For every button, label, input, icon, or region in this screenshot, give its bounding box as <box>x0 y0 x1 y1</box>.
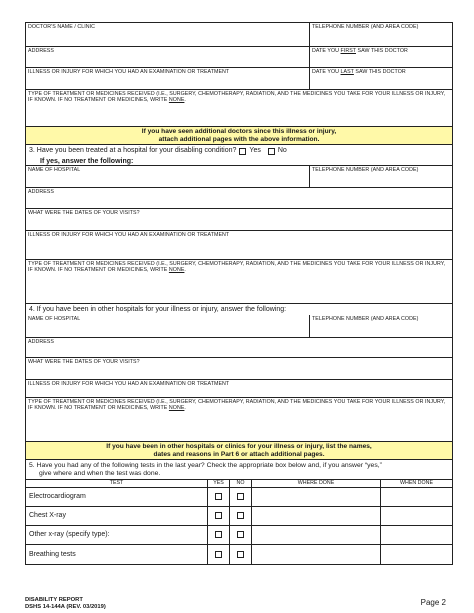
hospital1-illness-label: ILLNESS OR INJURY FOR WHICH YOU HAD AN EXAMINATION OR TREATMENT <box>28 232 230 239</box>
when-done-field[interactable] <box>380 526 452 544</box>
other-xray-yes-checkbox[interactable] <box>215 531 222 538</box>
electrocardiogram-no-checkbox[interactable] <box>237 493 244 500</box>
q3-no-label: No <box>277 147 287 155</box>
hospital2-phone-field[interactable] <box>309 315 452 337</box>
question-5-line2: give where and when the test was done. <box>39 469 161 477</box>
doctor-treatment-row <box>26 90 452 127</box>
test-name: Electrocardiogram <box>29 493 86 501</box>
test-yes-cell <box>207 507 229 525</box>
hospital1-name-field[interactable] <box>26 166 309 187</box>
doctor-phone-label: TELEPHONE NUMBER (AND AREA CODE) <box>312 24 419 30</box>
doctor-last-saw-field[interactable] <box>309 68 452 89</box>
first-saw-label-underlined: FIRST <box>340 48 356 54</box>
footer-form-title: DISABILITY REPORT <box>25 597 83 603</box>
hospital2-dates-label: WHAT WERE THE DATES OF YOUR VISITS? <box>28 359 140 366</box>
breathing-tests-no-checkbox[interactable] <box>237 551 244 558</box>
test-no-cell <box>229 545 251 564</box>
test-name: Breathing tests <box>29 550 76 558</box>
hospital2-name-row <box>26 315 452 338</box>
where-done-field[interactable] <box>251 545 380 564</box>
tests-table <box>26 479 452 564</box>
hospital2-treatment-label: TYPE OF TREATMENT OR MEDICINES RECEIVED (I.E., SURGERY, CHEMOTHERAPY, RADIATION, AND THE MEDICINES YOU TAKE FOR YOUR ILLNESS OR INJURY, IF KNOWN. IF NO TREATMENT OR MEDICINES, WRITE <box>28 399 446 412</box>
table-row <box>26 507 452 526</box>
banner1-line1: If you have seen additional doctors since this illness or injury, <box>141 128 337 135</box>
question-5-line1: 5. Have you had any of the following tests in the last year? Check the appropriate box below and, if you answer “yes,” <box>29 462 382 470</box>
table-row <box>26 526 452 545</box>
doctor-treatment-none: NONE <box>168 97 185 104</box>
when-done-field[interactable] <box>380 507 452 525</box>
test-no-cell <box>229 507 251 525</box>
form-footer <box>25 597 106 610</box>
question-3-text: 3. Have you been treated at a hospital for your disabling condition? <box>29 147 237 155</box>
where-done-field[interactable] <box>251 507 380 525</box>
hospital2-phone-label: TELEPHONE NUMBER (AND AREA CODE) <box>312 316 419 323</box>
first-saw-label-pre: DATE YOU <box>312 48 341 54</box>
where-done-field[interactable] <box>251 526 380 544</box>
first-saw-label-post: SAW THIS DOCTOR <box>355 48 408 54</box>
doctor-address-field[interactable] <box>26 47 309 67</box>
doctor-illness-row <box>26 68 452 90</box>
doctor-treatment-period: . <box>184 97 186 104</box>
other-xray-no-checkbox[interactable] <box>237 531 244 538</box>
electrocardiogram-yes-checkbox[interactable] <box>215 493 222 500</box>
breathing-tests-yes-checkbox[interactable] <box>215 551 222 558</box>
question-4-text: 4. If you have been in other hospitals for your illness or injury, answer the following: <box>29 305 287 313</box>
test-yes-cell <box>207 488 229 506</box>
test-yes-cell <box>207 545 229 564</box>
hospital1-phone-label: TELEPHONE NUMBER (AND AREA CODE) <box>312 167 419 174</box>
hospital1-address-label: ADDRESS <box>28 189 54 196</box>
doctor-treatment-field[interactable] <box>26 90 452 126</box>
hospital1-phone-field[interactable] <box>309 166 452 187</box>
last-saw-label-post: SAW THIS DOCTOR <box>353 69 406 75</box>
header-when-done: WHEN DONE <box>380 480 452 487</box>
hospital1-treatment-period: . <box>184 267 186 274</box>
doctor-first-saw-field[interactable] <box>309 47 452 67</box>
where-done-field[interactable] <box>251 488 380 506</box>
table-row <box>26 488 452 507</box>
hospital1-treatment-none: NONE <box>168 267 185 274</box>
banner2-line2: dates and reasons in Part 6 or attach additional pages. <box>153 450 325 458</box>
additional-doctors-banner <box>26 127 452 145</box>
hospital2-dates-field[interactable] <box>26 358 452 379</box>
header-where-done: WHERE DONE <box>251 480 380 487</box>
q3-subhead: If yes, answer the following: <box>40 158 134 166</box>
hospital2-illness-label: ILLNESS OR INJURY FOR WHICH YOU HAD AN EXAMINATION OR TREATMENT <box>28 381 230 388</box>
hospital1-treatment-field[interactable] <box>26 260 452 303</box>
other-hospitals-banner <box>26 442 452 460</box>
when-done-field[interactable] <box>380 488 452 506</box>
test-no-cell <box>229 526 251 544</box>
test-name: Other x-ray (specify type): <box>29 531 110 539</box>
when-done-field[interactable] <box>380 545 452 564</box>
hospital1-address-row <box>26 188 452 209</box>
doctor-name-label: DOCTOR'S NAME / CLINIC <box>28 24 96 30</box>
doctor-phone-field[interactable] <box>309 23 452 46</box>
hospital2-address-label: ADDRESS <box>28 339 54 346</box>
question-5 <box>26 460 452 478</box>
hospital2-name-field[interactable] <box>26 315 309 337</box>
hospital1-illness-field[interactable] <box>26 231 452 259</box>
q3-yes-checkbox[interactable] <box>239 148 246 155</box>
last-saw-label-pre: DATE YOU <box>312 69 341 75</box>
header-test: TEST <box>109 480 124 487</box>
hospital1-name-label: NAME OF HOSPITAL <box>28 167 81 174</box>
hospital1-dates-field[interactable] <box>26 209 452 230</box>
hospital1-address-field[interactable] <box>26 188 452 208</box>
test-no-cell <box>229 488 251 506</box>
hospital2-address-field[interactable] <box>26 338 452 357</box>
disability-report-form <box>25 22 453 565</box>
hospital1-treatment-row <box>26 260 452 304</box>
doctor-name-field[interactable] <box>26 23 309 46</box>
header-no: NO <box>229 480 251 487</box>
question-4 <box>26 304 452 315</box>
doctor-illness-field[interactable] <box>26 68 309 89</box>
tests-table-header <box>26 480 452 488</box>
q3-yes-label: Yes <box>249 147 261 155</box>
hospital2-treatment-row <box>26 398 452 442</box>
hospital2-treatment-field[interactable] <box>26 398 452 441</box>
page-number: Page 2 <box>420 598 446 607</box>
chest-xray-yes-checkbox[interactable] <box>215 512 222 519</box>
doctor-treatment-label: TYPE OF TREATMENT OR MEDICINES RECEIVED (I.E., SURGERY, CHEMOTHERAPY, RADIATION, AND THE MEDICINES YOU TAKE FOR YOUR ILLNESS OR INJURY, IF KNOWN. IF NO TREATMENT OR MEDICINES, WRITE <box>28 91 446 104</box>
hospital2-treatment-none: NONE <box>168 405 185 412</box>
hospital2-treatment-period: . <box>184 405 186 412</box>
footer-form-number: DSHS 14-144A (REV. 03/2019) <box>25 603 106 610</box>
hospital1-illness-row <box>26 231 452 260</box>
q3-no-checkbox[interactable] <box>268 148 275 155</box>
doctor-address-label: ADDRESS <box>28 48 54 54</box>
last-saw-label-underlined: LAST <box>340 69 354 75</box>
doctor-name-row <box>26 23 452 47</box>
doctor-address-row <box>26 47 452 68</box>
banner2-line1: If you have been in other hospitals or clinics for your illness or injury, list the names, <box>106 443 372 451</box>
hospital2-name-label: NAME OF HOSPITAL <box>28 316 81 323</box>
hospital1-dates-row <box>26 209 452 231</box>
hospital1-treatment-label: TYPE OF TREATMENT OR MEDICINES RECEIVED (I.E., SURGERY, CHEMOTHERAPY, RADIATION, AND THE MEDICINES YOU TAKE FOR YOUR ILLNESS OR INJURY, IF KNOWN. IF NO TREATMENT OR MEDICINES, WRITE <box>28 261 446 274</box>
question-3-line <box>26 145 452 157</box>
question-3 <box>26 145 452 165</box>
hospital2-dates-row <box>26 358 452 380</box>
table-row <box>26 545 452 564</box>
chest-xray-no-checkbox[interactable] <box>237 512 244 519</box>
test-name: Chest X-ray <box>29 512 66 520</box>
hospital2-illness-row <box>26 380 452 398</box>
test-yes-cell <box>207 526 229 544</box>
banner1-line2: attach additional pages with the above information. <box>158 135 320 143</box>
hospital1-dates-label: WHAT WERE THE DATES OF YOUR VISITS? <box>28 210 140 217</box>
header-yes: YES <box>207 480 229 487</box>
hospital1-name-row <box>26 165 452 188</box>
hospital2-address-row <box>26 338 452 358</box>
hospital2-illness-field[interactable] <box>26 380 452 397</box>
doctor-illness-label: ILLNESS OR INJURY FOR WHICH YOU HAD AN EXAMINATION OR TREATMENT <box>28 69 230 75</box>
